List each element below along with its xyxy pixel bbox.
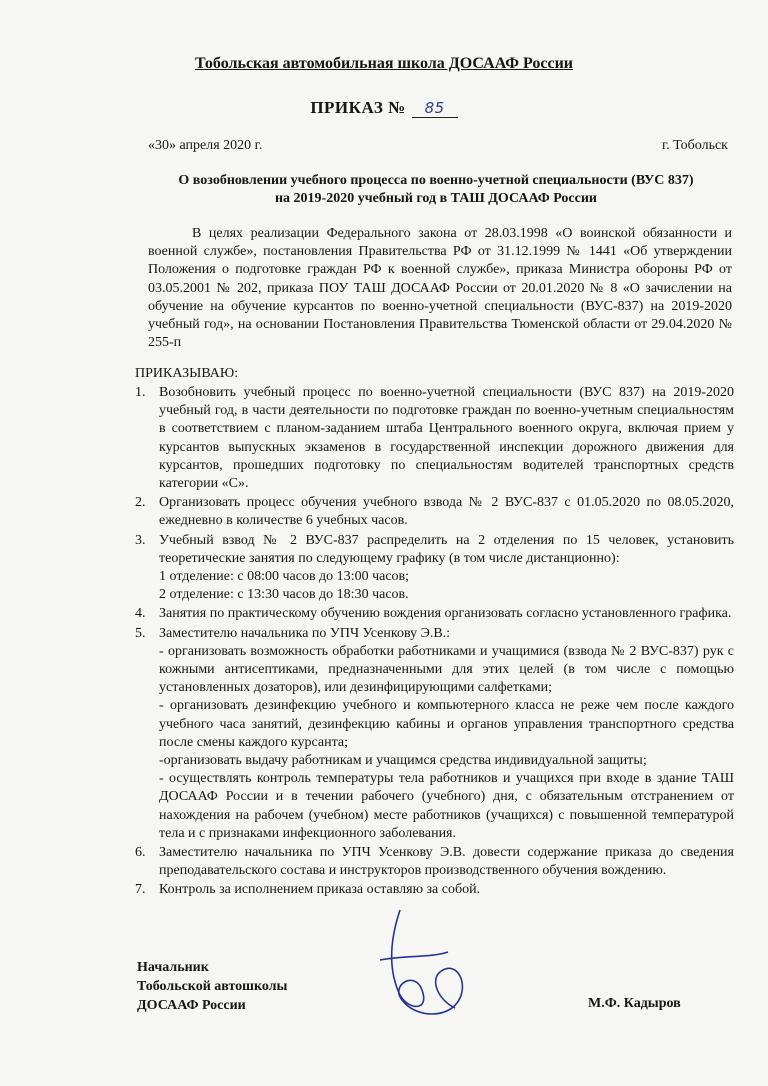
item-text: -организовать выдачу работникам и учащимся средства индивидуальной защиты;	[159, 753, 647, 769]
item-body	[159, 625, 734, 843]
item-number: 4.	[135, 606, 146, 622]
order-subject	[140, 172, 732, 208]
item-text: Заместителю начальника по УПЧ Усенкову Э.В.:	[159, 625, 451, 641]
item-text: Заместителю начальника по УПЧ Усенкову Э.В. довести содержание приказа до сведения преподавательского состава и инструкторов производственного обучения вождению.	[159, 845, 734, 879]
date-line	[148, 138, 728, 154]
order-item	[135, 384, 734, 493]
item-number: 7.	[135, 882, 146, 898]
order-item	[135, 605, 734, 623]
item-number: 1.	[135, 385, 146, 400]
item-text: Учебный взвод № 2 ВУС-837 распределить на 2 отделения по 15 человек, установить теоретические занятия по следующему графику (в том числе дистанционно):	[159, 532, 734, 566]
item-number: 3.	[135, 532, 146, 548]
order-item	[135, 844, 734, 880]
order-city: г. Тобольск	[662, 138, 728, 153]
signatory-position	[137, 958, 287, 1015]
item-text: Возобновить учебный процесс по военно-учетной специальности (ВУС 837) на 2019-2020 учебный год, в части деятельности по подготовке граждан по военно-учетным специальностям в соответствием с планом-заданием штаба Центрального военного округа, включая прием у курсантов выпускных экзаменов в государственной инспекции дорожного движения для курсантов, прошедших подготовку по специальностям водителей транспортных средств категории «С».	[159, 385, 734, 492]
order-heading	[0, 98, 768, 118]
order-number: 85	[412, 99, 458, 118]
item-text: - осуществлять контроль температуры тела работников и учащихся при входе в здание ТАШ ДОСААФ России и в течении рабочего (учебного) дня, с обязательным отстранением от нахождения на рабочем (учебном) месте работников (учащихся) с повышенной температурой тела и с признаками инфекционного заболевания.	[159, 771, 734, 841]
item-body	[159, 532, 734, 605]
order-item	[135, 625, 734, 843]
item-text: Организовать процесс обучения учебного взвода № 2 ВУС-837 с 01.05.2020 по 08.05.2020, ежедневно в количестве 6 учебных часов.	[159, 495, 734, 529]
item-number: 2.	[135, 495, 146, 511]
order-date: «30» апреля 2020 г.	[148, 138, 263, 153]
order-item	[135, 881, 734, 899]
handwritten-signature	[360, 900, 500, 1040]
decree-word: ПРИКАЗЫВАЮ:	[135, 366, 239, 381]
position-line: Тобольской автошколы	[137, 979, 288, 994]
item-text: Занятия по практическому обучению вождения организовать согласно установленного графика.	[159, 606, 732, 622]
position-line: Начальник	[137, 960, 209, 975]
signatory-name: М.Ф. Кадыров	[588, 996, 681, 1011]
organization-title: Тобольская автомобильная школа ДОСААФ России	[194, 55, 574, 72]
order-item	[135, 494, 734, 530]
subject-line: О возобновлении учебного процесса по военно-учетной специальности (ВУС 837)	[178, 173, 694, 188]
item-number: 5.	[135, 625, 146, 641]
order-label: ПРИКАЗ №	[310, 98, 406, 117]
item-number: 6.	[135, 845, 146, 861]
item-text: 2 отделение: с 13:30 часов до 18:30 часов.	[159, 587, 409, 603]
item-text: 1 отделение: с 08:00 часов до 13:00 часов;	[159, 569, 410, 585]
item-text: Контроль за исполнением приказа оставляю за собой.	[159, 882, 481, 898]
position-line: ДОСААФ России	[137, 998, 246, 1013]
preamble-paragraph: В целях реализации Федерального закона от 28.03.1998 «О воинской обязанности и военной службе», постановления Правительства РФ от 31.12.1999 № 1441 «Об утверждении Положения о подготовке граждан РФ к военной службе», приказа Министра обороны РФ от 03.05.2001 № 202, приказа ПОУ ТАШ ДОСААФ России от 20.01.2020 № 8 «О зачислении на обучение на обучение курсантов по военно-учетной специальности (ВУС-837) на 2019-2020 учебный год», на основании Постановления Правительства Тюменской области от 29.04.2020 № 255-п	[148, 226, 732, 351]
subject-line: на 2019-2020 учебный год в ТАШ ДОСААФ России	[274, 191, 597, 206]
item-text: - организовать возможность обработки работниками и учащимися (взвода № 2 ВУС-837) рук с кожными антисептиками, предназначенными для этих целей (в том числе с помощью установленных дозаторов), или дезинфицирующими салфетками;	[159, 643, 734, 696]
order-item	[135, 532, 734, 605]
order-items	[135, 384, 734, 901]
item-text: - организовать дезинфекцию учебного и компьютерного класса не реже чем после каждого учебного часа занятий, дезинфекцию кабины и органов управления транспортного средства после смены каждого курсанта;	[159, 698, 734, 750]
